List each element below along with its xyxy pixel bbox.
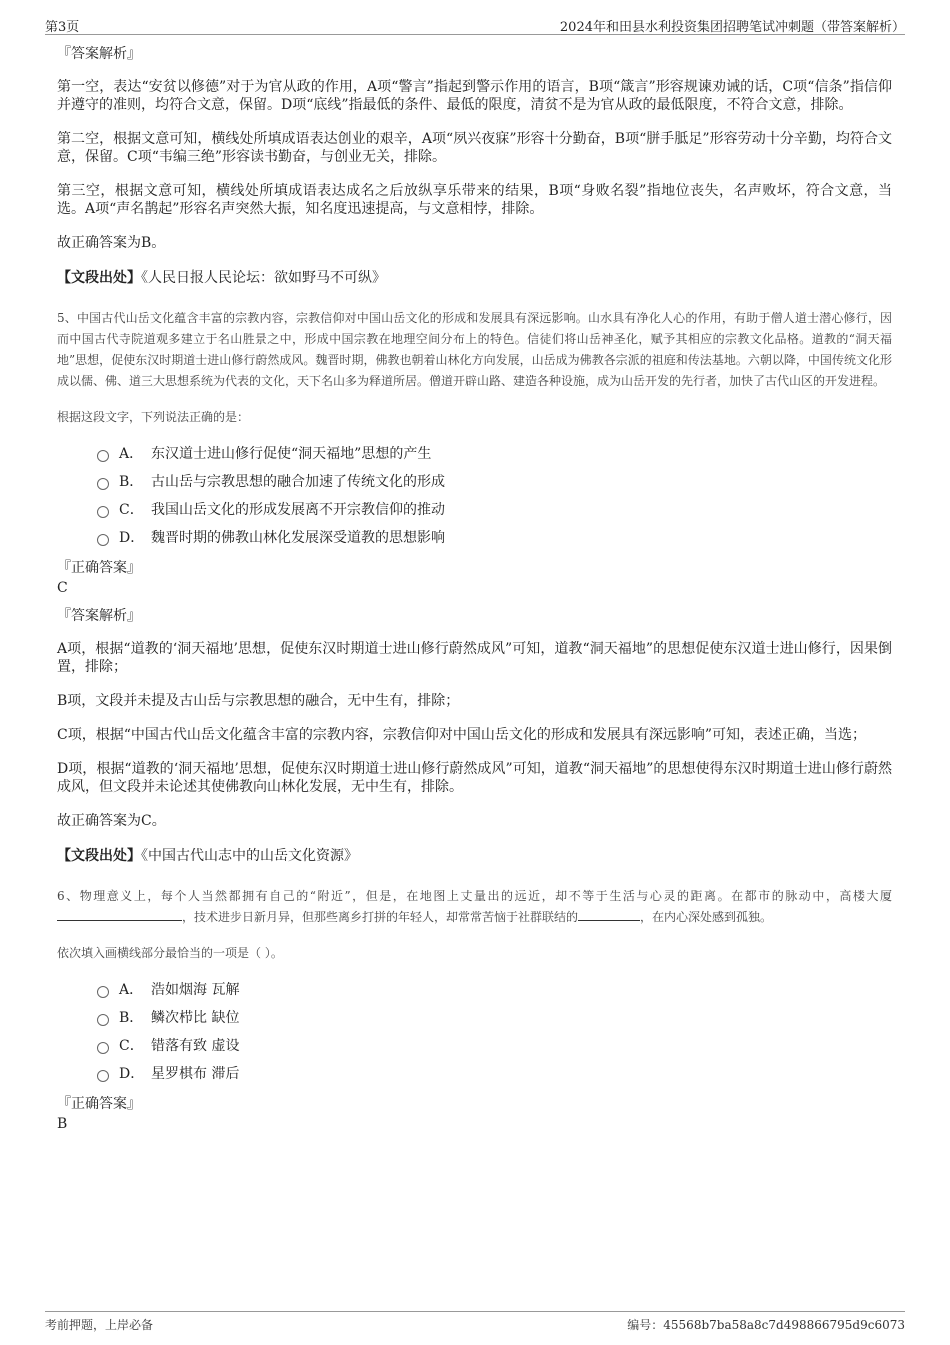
fill-blank-2 xyxy=(578,908,640,921)
question-6-text-part2: ，技术进步日新月异，但那些离乡打拼的年轻人，却常常苦恼于社群联结的 xyxy=(182,910,579,924)
analysis-tag: 『答案解析』 xyxy=(57,608,141,624)
fill-blank-1 xyxy=(57,908,182,921)
radio-icon[interactable] xyxy=(97,450,109,462)
analysis-paragraph: B项，文段并未提及古山岳与宗教思想的融合，无中生有，排除； xyxy=(57,693,460,709)
page-number: 第3页 xyxy=(45,20,80,35)
option-text: 东汉道士进山修行促使“洞天福地”思想的产生 xyxy=(151,446,432,462)
option-letter: B． xyxy=(119,474,144,490)
document-title: 2024年和田县水利投资集团招聘笔试冲刺题（带答案解析） xyxy=(559,20,905,35)
question-6-options xyxy=(97,978,892,1090)
analysis-paragraph: 第一空，表达“安贫以修德”对于为官从政的作用，A项“警言”指起到警示作用的语言，B项“箴言”形容规谏劝诫的话，C项“信条”指信仰并遵守的准则，均符合文意，保留。D项“底线”指最低的条件、最低的限度，清贫不是为官从政的最低限度，不符合文意，排除。 xyxy=(57,79,892,113)
analysis-paragraph: D项，根据“道教的‘洞天福地’思想，促使东汉时期道士进山修行蔚然成风”可知，道教“洞天福地”的思想使得东汉时期道士进山修行蔚然成风，但文段并未论述其使佛教向山林化发展，无中生有，排除。 xyxy=(57,761,892,795)
analysis-conclusion: 故正确答案为B。 xyxy=(57,235,166,251)
radio-icon[interactable] xyxy=(97,1070,109,1082)
option-text: 魏晋时期的佛教山林化发展深受道教的思想影响 xyxy=(151,530,445,546)
analysis-paragraph: 第三空，根据文意可知，横线处所填成语表达成名之后放纵享乐带来的结果，B项“身败名裂”指地位丧失，名声败坏，符合文意，当选。A项“声名鹊起”形容名声突然大振，知名度迅速提高，与文意相悖，排除。 xyxy=(57,183,892,217)
radio-icon[interactable] xyxy=(97,506,109,518)
option-text: 浩如烟海 瓦解 xyxy=(151,982,240,998)
question-5-text: 5、中国古代山岳文化蕴含丰富的宗教内容，宗教信仰对中国山岳文化的形成和发展具有深远影响。山水具有净化人心的作用，有助于僧人道士潜心修行，因而中国古代寺院道观多建立于名山胜景之中，形成中国宗教在地理空间分布上的特色。信徒们将山岳神圣化，赋予其相应的宗教文化品格。道教的“洞天福地”思想，促使东汉时期道士进山修行蔚然成风。魏晋时期，佛教也朝着山林化方向发展，山岳成为佛教各宗派的祖庭和传法基地。六朝以降，中国传统文化形成以儒、佛、道三大思想系统为代表的文化，天下名山多为释道所居。僧道开辟山路、建造各种设施，成为山岳开发的先行者，加快了古代山区的开发进程。 xyxy=(57,311,892,388)
option-d[interactable] xyxy=(97,526,892,554)
source-title: 《中国古代山志中的山岳文化资源》 xyxy=(141,848,358,864)
option-letter: A． xyxy=(119,982,144,998)
option-c[interactable] xyxy=(97,1034,892,1062)
option-text: 鳞次栉比 缺位 xyxy=(151,1010,240,1026)
option-a[interactable] xyxy=(97,978,892,1006)
question-6-text-part3: ，在内心深处感到孤独。 xyxy=(640,910,773,924)
question-5-options xyxy=(97,442,892,554)
analysis-tag: 『答案解析』 xyxy=(57,46,141,62)
page-header xyxy=(45,14,905,35)
analysis-paragraph: A项，根据“道教的‘洞天福地’思想，促使东汉时期道士进山修行蔚然成风”可知，道教“洞天福地”的思想促使东汉道士进山修行，因果倒置，排除； xyxy=(57,641,892,675)
correct-answer-tag: 『正确答案』 xyxy=(57,560,141,576)
option-letter: B． xyxy=(119,1010,144,1026)
option-letter: D． xyxy=(119,1066,145,1082)
correct-answer: B xyxy=(57,1116,68,1132)
source-label: 【文段出处】 xyxy=(57,848,141,864)
footer-slogan: 考前押题，上岸必备 xyxy=(45,1318,154,1332)
option-b[interactable] xyxy=(97,470,892,498)
source-label: 【文段出处】 xyxy=(57,270,141,286)
question-6-text-part1: 6、物理意义上，每个人当然都拥有自己的“附近”，但是，在地图上丈量出的远近，却不等于生活与心灵的距离。在都市的脉动中，高楼大厦 xyxy=(57,889,892,903)
option-text: 星罗棋布 滞后 xyxy=(151,1066,240,1082)
question-6-prompt: 依次填入画横线部分最恰当的一项是（ ）。 xyxy=(57,946,283,960)
source-citation xyxy=(57,846,892,866)
analysis-conclusion: 故正确答案为C。 xyxy=(57,813,166,829)
code-label: 编号： xyxy=(627,1318,664,1332)
radio-icon[interactable] xyxy=(97,1042,109,1054)
radio-icon[interactable] xyxy=(97,986,109,998)
radio-icon[interactable] xyxy=(97,478,109,490)
correct-answer-tag: 『正确答案』 xyxy=(57,1096,141,1112)
document-code xyxy=(627,1316,905,1333)
option-text: 古山岳与宗教思想的融合加速了传统文化的形成 xyxy=(151,474,445,490)
option-a[interactable] xyxy=(97,442,892,470)
source-citation xyxy=(57,268,892,288)
option-letter: D． xyxy=(119,530,145,546)
option-b[interactable] xyxy=(97,1006,892,1034)
code-value: 45568b7ba58a8c7d498866795d9c6073 xyxy=(663,1318,905,1332)
option-letter: C． xyxy=(119,1038,144,1054)
source-title: 《人民日报人民论坛：欲如野马不可纵》 xyxy=(141,270,386,286)
option-c[interactable] xyxy=(97,498,892,526)
option-d[interactable] xyxy=(97,1062,892,1090)
question-5-prompt: 根据这段文字，下列说法正确的是： xyxy=(57,410,250,424)
page-footer xyxy=(45,1311,905,1334)
option-letter: A． xyxy=(119,446,144,462)
option-text: 错落有致 虚设 xyxy=(151,1038,240,1054)
option-letter: C． xyxy=(119,502,144,518)
question-6-text xyxy=(57,886,892,928)
radio-icon[interactable] xyxy=(97,1014,109,1026)
radio-icon[interactable] xyxy=(97,534,109,546)
analysis-paragraph: 第二空，根据文意可知，横线处所填成语表达创业的艰辛，A项“夙兴夜寐”形容十分勤奋，B项“胼手胝足”形容劳动十分辛勤，均符合文意，保留。C项“韦编三绝”形容读书勤奋，与创业无关，排除。 xyxy=(57,131,892,165)
correct-answer: C xyxy=(57,580,68,596)
page-content xyxy=(57,44,892,1142)
option-text: 我国山岳文化的形成发展离不开宗教信仰的推动 xyxy=(151,502,445,518)
analysis-paragraph: C项，根据“中国古代山岳文化蕴含丰富的宗教内容，宗教信仰对中国山岳文化的形成和发展具有深远影响”可知，表述正确，当选； xyxy=(57,727,867,743)
